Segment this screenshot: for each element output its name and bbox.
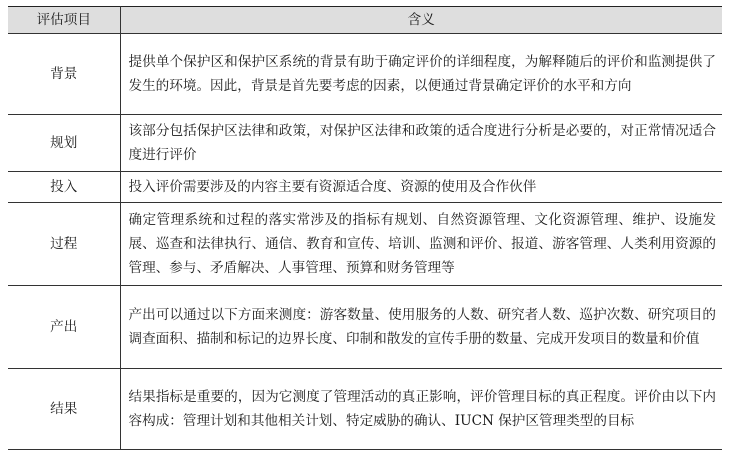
row-item-label: 规划 [8, 115, 120, 172]
evaluation-table [8, 6, 722, 450]
row-item-label: 投入 [8, 172, 120, 203]
row-meaning-text: 投入评价需要涉及的内容主要有资源适合度、资源的使用及合作伙伴 [120, 172, 722, 203]
table-row [8, 203, 722, 286]
table-row [8, 34, 722, 115]
table-row [8, 286, 722, 369]
row-meaning-text: 结果指标是重要的，因为它测度了管理活动的真正影响，评价管理目标的真正程度。评价由以下内容构成：管理计划和其他相关计划、特定威胁的确认、IUCN 保护区管理类型的目标 [120, 369, 722, 450]
row-item-label: 结果 [8, 369, 120, 450]
header-meaning: 含义 [120, 7, 722, 34]
row-meaning-text: 提供单个保护区和保护区系统的背景有助于确定评价的详细程度，为解释随后的评价和监测提供了发生的环境。因此，背景是首先要考虑的因素，以便通过背景确定评价的水平和方向 [120, 34, 722, 115]
row-item-label: 过程 [8, 203, 120, 286]
row-item-label: 背景 [8, 34, 120, 115]
table-row [8, 115, 722, 172]
evaluation-table-container [8, 6, 722, 450]
row-item-label: 产出 [8, 286, 120, 369]
table-row [8, 369, 722, 450]
header-evaluation-item: 评估项目 [8, 7, 120, 34]
row-meaning-text: 确定管理系统和过程的落实常涉及的指标有规划、自然资源管理、文化资源管理、维护、设施发展、巡查和法律执行、通信、教育和宣传、培训、监测和评价、报道、游客管理、人类利用资源的管理、参与、矛盾解决、人事管理、预算和财务管理等 [120, 203, 722, 286]
row-meaning-text: 该部分包括保护区法律和政策，对保护区法律和政策的适合度进行分析是必要的，对正常情况适合度进行评价 [120, 115, 722, 172]
row-meaning-text: 产出可以通过以下方面来测度：游客数量、使用服务的人数、研究者人数、巡护次数、研究项目的调查面积、描制和标记的边界长度、印制和散发的宣传手册的数量、完成开发项目的数量和价值 [120, 286, 722, 369]
table-header-row [8, 7, 722, 34]
table-row [8, 172, 722, 203]
